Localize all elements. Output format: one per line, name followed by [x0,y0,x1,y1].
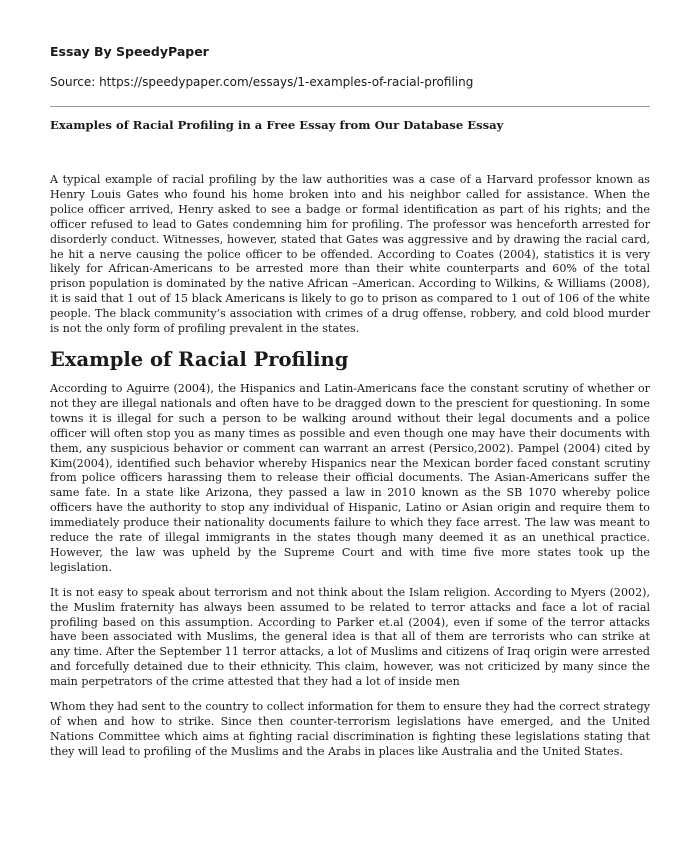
source-line: Source: https://speedypaper.com/essays/1-examples-of-racial-profiling [50,75,474,89]
section-paragraph-3: Whom they had sent to the country to collect information for them to ensure they had the correct strategy of when and how to strike. Since then counter-terrorism legislations have emerged, and the United Nations Committee which aims at fighting racial discrimination is fighting these legislations stating that they will lead to profiling of the Muslims and the Arabs in places like Australia and the United States. [50,700,650,758]
intro-paragraph: A typical example of racial profiling by the law authorities was a case of a Harvard professor known as Henry Louis Gates who found his home broken into and his neighbor called for assistance. When the police officer arrived, Henry asked to see a badge or formal identification as part of his rights; and the officer refused to lead to Gates condemning him for profiling. The professor was henceforth arrested for disorderly conduct. Witnesses, however, stated that Gates was aggressive and by drawing the racial card, he hit a nerve causing the police officer to be offended. According to Coates (2004), statistics it is very likely for African-Americans to be arrested more than their white counterparts and 60% of the total prison population is dominated by the native African –American. According to Wilkins, & Williams (2008), it is said that 1 out of 15 black Americans is likely to go to prison as compared to 1 out of 106 of the white people. The black community’s association with crimes of a drug offense, robbery, and cold blood murder is not the only form of profiling prevalent in the states. [50,173,650,336]
section-paragraph-2: It is not easy to speak about terrorism and not think about the Islam religion. According to Myers (2002), the Muslim fraternity has always been assumed to be related to terror attacks and face a lot of racial profiling based on this assumption. According to Parker et.al (2004), even if some of the terror attacks have been associated with Muslims, the general idea is that all of them are terrorists who can strike at any time. After the September 11 terror attacks, a lot of Muslims and citizens of Iraq origin were arrested and forcefully detained due to their ethnicity. This claim, however, was not criticized by many since the main perpetrators of the crime attested that they had a lot of inside men [50,585,650,689]
document-title: Examples of Racial Profiling in a Free Essay from Our Database Essay [50,118,504,132]
brand-header: Essay By SpeedyPaper [50,44,209,59]
section-paragraph-1: According to Aguirre (2004), the Hispanics and Latin-Americans face the constant scrutiny of whether or not they are illegal nationals and often have to be dragged down to the prescient for questioning. In some towns it is illegal for such a person to be walking around without their legal documents and a police officer will often stop you as many times as possible and even though one may have their documents with them, any suspicious behavior or comment can warrant an arrest (Persico,2002). Pampel (2004) cited by Kim(2004), identified such behavior whereby Hispanics near the Mexican border faced constant scrutiny from police officers harassing them to release their official documents. The Asian-Americans suffer the same fate. In a state like Arizona, they passed a law in 2010 known as the SB 1070 whereby police officers have the authority to stop any individual of Hispanic, Latino or Asian origin and require them to immediately produce their nationality documents failure to which they face arrest. The law was meant to reduce the rate of illegal immigrants in the states though many deemed it as an unethical practice. However, the law was upheld by the Supreme Court and with time five more states took up the legislation. [50,381,650,574]
header-divider [50,106,650,107]
section-heading: Example of Racial Profiling [50,347,349,371]
